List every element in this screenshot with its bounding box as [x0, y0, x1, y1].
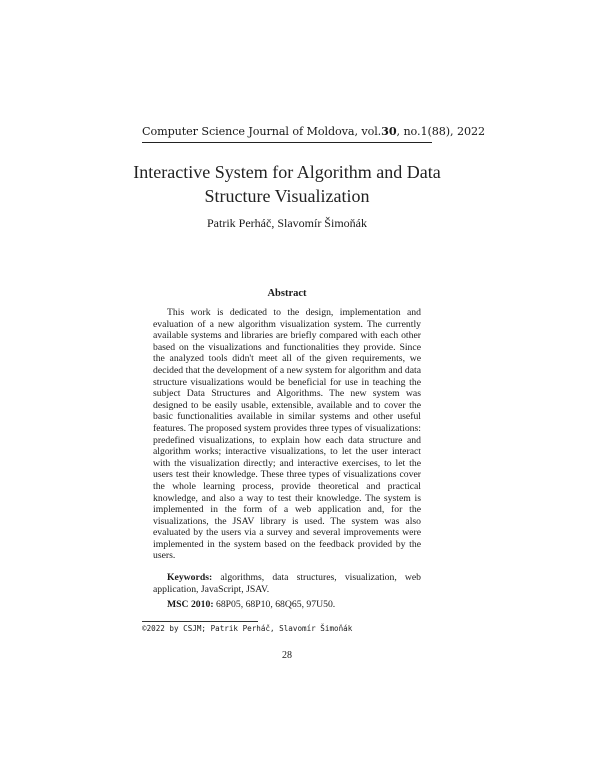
keywords-label: Keywords:	[167, 572, 213, 583]
keywords-line	[153, 572, 421, 595]
paper-authors: Patrik Perháč, Slavomír Šimoňák	[207, 216, 367, 230]
page-number: 28	[282, 650, 292, 661]
journal-issue: , no.1(88), 2022	[396, 125, 486, 138]
header-rule	[142, 142, 432, 143]
msc-line	[167, 599, 421, 611]
msc-label: MSC 2010:	[167, 599, 214, 610]
journal-name: Computer Science Journal of Moldova, vol.	[142, 125, 382, 138]
msc-codes: 68P05, 68P10, 68Q65, 97U50.	[215, 599, 336, 610]
abstract-heading: Abstract	[267, 288, 307, 299]
keywords-text: algorithms, data structures, visualization, web application, JavaScript, JSAV.	[153, 572, 422, 595]
abstract-text: This work is dedicated to the design, implementation and evaluation of a new algorithm visualization system. The currently available systems and libraries are briefly compared with each other based on the visualizations and functionalities they provide. Since the analyzed tools didn't meet all of the given requirements, we decided that the development of a new system for algorithm and data structure visualizations would be beneficial for use in teaching the subject Data Structures and Algorithms. The new system was designed to be easily usable, extensible, available and to cover the basic functionalities available in similar systems and other useful features. The proposed system provides three types of visualizations: predefined visualizations, to explain how each data structure and algorithm works; interactive visualizations, to let the user interact with the visualization directly; and interactive exercises, to let the users test their knowledge. These three types of visualizations cover the whole learning process, provide theoretical and practical knowledge, and also a way to test their knowledge. The system is implemented in the form of a web application and, for the visualizations, the JSAV library is used. The system was also evaluated by the users via a survey and several improvements were implemented in the system based on the feedback provided by the users.	[153, 307, 421, 562]
copyright-notice: ©2022 by CSJM; Patrik Perháč, Slavomír Šimoňák	[142, 624, 353, 633]
journal-volume: 30	[381, 124, 397, 138]
footnote-rule	[142, 621, 258, 622]
paper-title: Interactive System for Algorithm and Data Structure Visualization	[133, 162, 441, 206]
running-head	[142, 124, 486, 138]
